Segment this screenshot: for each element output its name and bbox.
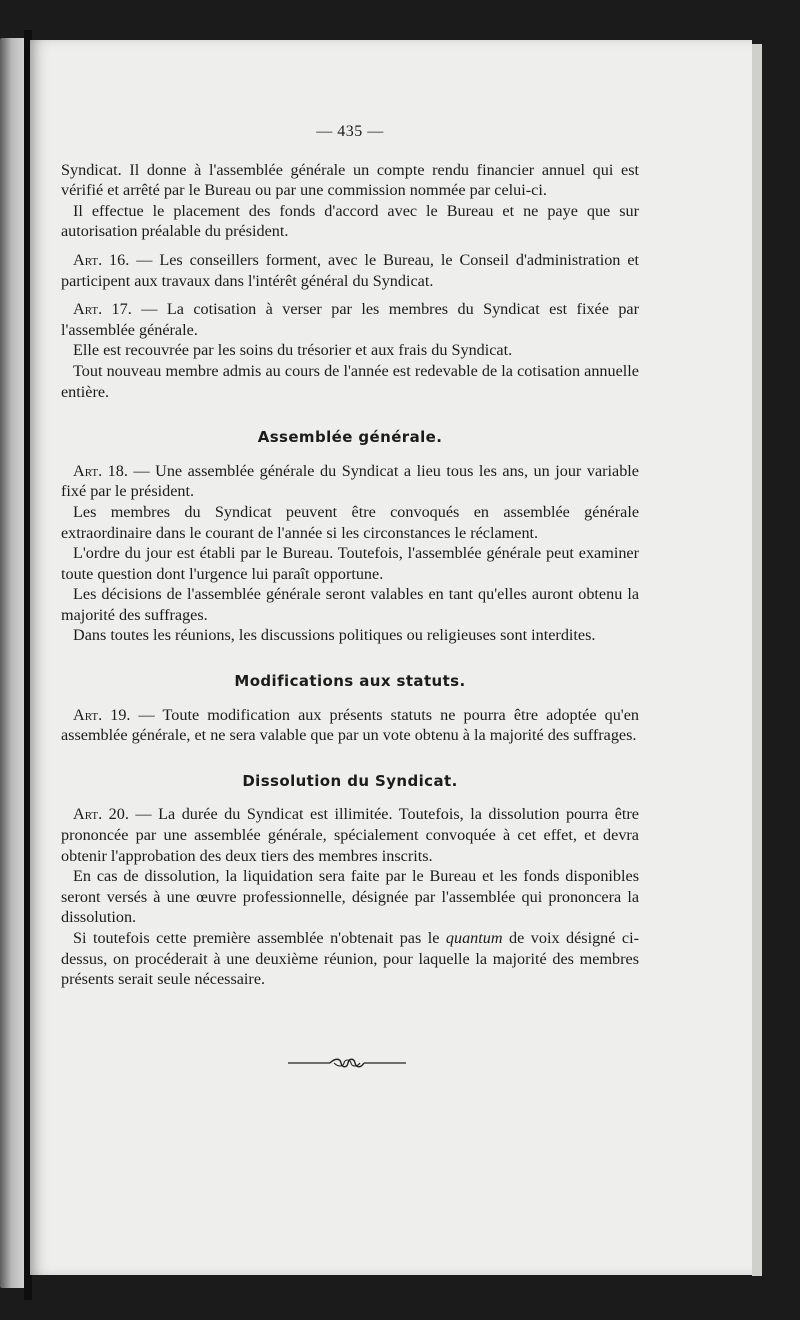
article-17: [61, 299, 639, 340]
article-20-label: Art. 20.: [73, 805, 129, 824]
paragraph-placement-fonds: Il effectue le placement des fonds d'accord avec le Bureau et ne paye que sur autorisation préalable du président.: [61, 201, 639, 241]
heading-assemblee-generale: Assemblée générale.: [257, 428, 443, 447]
page-content: [61, 122, 639, 990]
page-number: — 435 —: [316, 123, 384, 140]
paragraph-syndicat-report: Syndicat. Il donne à l'assemblée générale un compte rendu financier annuel qui est vérifié et arrêté par le Bureau ou par une commission nommée par celui-ci.: [61, 160, 639, 200]
previous-page-edge: [0, 38, 26, 1288]
article-20-liquidation: En cas de dissolution, la liquidation sera faite par le Bureau et les fonds disponibles seront versés à une œuvre professionnelle, désignée par l'assemblée qui prononcera la dissolution.: [61, 867, 639, 927]
article-18-discussions: Dans toutes les réunions, les discussions politiques ou religieuses sont interdites.: [73, 626, 596, 645]
article-18: [61, 461, 639, 502]
tailpiece-ornament-icon: [288, 1056, 406, 1070]
article-20-text: — La durée du Syndicat est illimitée. Toutefois, la dissolution pourra être prononcée par une assemblée générale, spécialement convoquée à cet effet, et devra obtenir l'approbation des deux tiers des membres inscrits.: [61, 805, 639, 865]
article-20-quantum-before: Si toutefois cette première assemblée n'obtenait pas le: [73, 929, 446, 947]
article-20-quantum-word: quantum: [445, 929, 503, 947]
article-19-label: Art. 19.: [73, 705, 131, 724]
article-20: [61, 804, 639, 866]
article-16-text: — Les conseillers forment, avec le Bureau, le Conseil d'administration et participent aux travaux dans l'intérêt général du Syndicat.: [61, 250, 639, 290]
article-18-label: Art. 18.: [73, 461, 128, 480]
article-17-recouvrement: Elle est recouvrée par les soins du trésorier et aux frais du Syndicat.: [73, 341, 513, 360]
article-20-quantum: [61, 928, 639, 990]
article-17-nouveau-membre: Tout nouveau membre admis au cours de l'année est redevable de la cotisation annuelle entière.: [61, 361, 639, 401]
article-16: [61, 250, 639, 291]
article-18-convocation: Les membres du Syndicat peuvent être convoqués en assemblée générale extraordinaire dans le courant de l'année si les circonstances le réclament.: [61, 502, 639, 542]
article-17-label: Art. 17.: [73, 300, 132, 319]
heading-dissolution-syndicat: Dissolution du Syndicat.: [242, 771, 458, 790]
article-20-quantum-after: de voix désigné ci-dessus, on procéderait à une deuxième réunion, pour laquelle la majorité des membres présents serait seule nécessaire.: [61, 929, 639, 989]
article-16-label: Art. 16.: [73, 250, 130, 269]
article-17-text: — La cotisation à verser par les membres du Syndicat est fixée par l'assemblée générale.: [61, 300, 639, 339]
article-18-decisions: Les décisions de l'assemblée générale seront valables en tant qu'elles auront obtenu la majorité des suffrages.: [61, 585, 639, 624]
article-19: [61, 705, 639, 746]
page-right-edge: [752, 44, 762, 1276]
article-19-text: — Toute modification aux présents statuts ne pourra être adoptée qu'en assemblée générale, et ne sera valable que par un vote obtenu à la majorité des suffrages.: [61, 705, 639, 745]
heading-modifications-statuts: Modifications aux statuts.: [234, 672, 466, 691]
article-18-ordre-du-jour: L'ordre du jour est établi par le Bureau. Toutefois, l'assemblée générale peut examiner toute question dont l'urgence lui paraît opportune.: [61, 544, 639, 583]
article-18-text: — Une assemblée générale du Syndicat a lieu tous les ans, un jour variable fixé par le président.: [61, 461, 639, 501]
